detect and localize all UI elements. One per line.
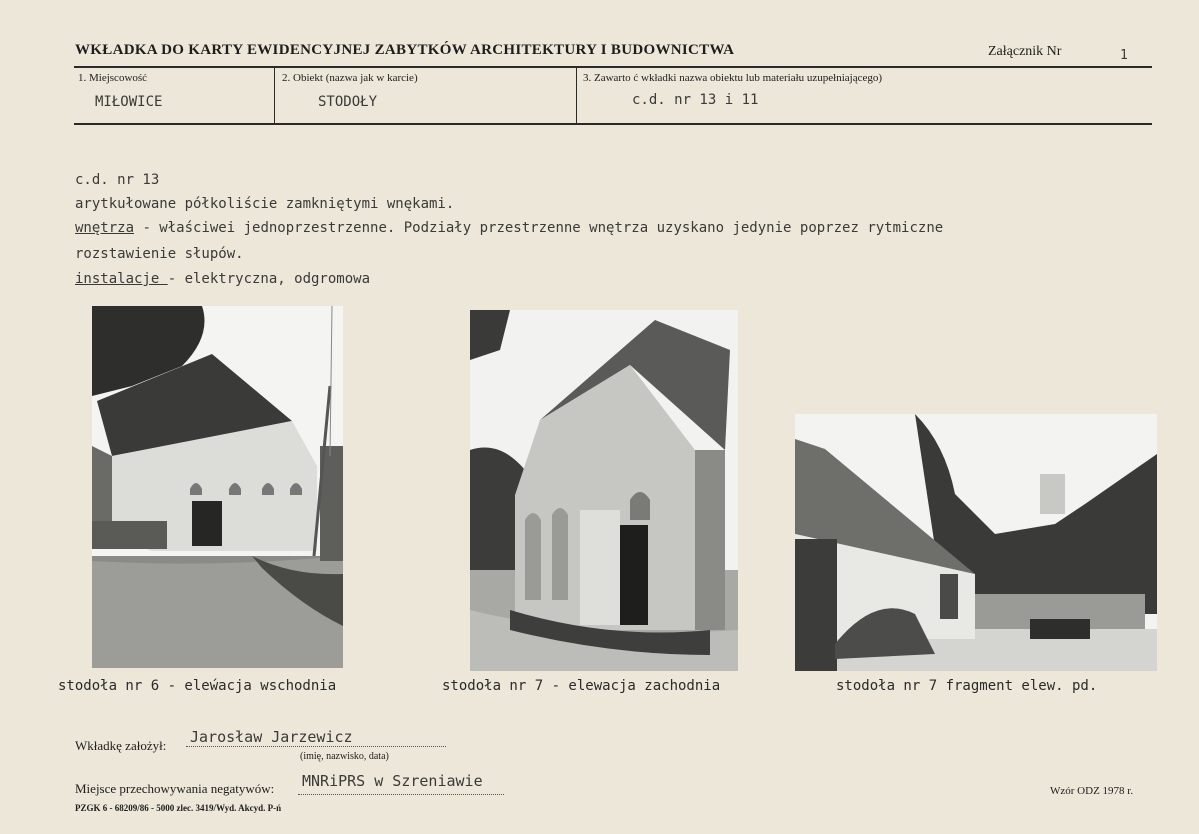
photo-barn-7-south-fragment <box>795 414 1157 671</box>
field-object-value: STODOŁY <box>318 94 378 110</box>
author-line <box>186 746 446 747</box>
term-installations: instalacje <box>75 271 168 287</box>
photo-barn-7-west <box>470 310 738 671</box>
caption-photo-2: stodoła nr 7 - elewacja zachodnia <box>442 678 721 694</box>
photo-barn-6-east <box>92 306 343 668</box>
author-value: Jarosław Jarzewicz <box>190 728 353 746</box>
storage-line <box>298 794 504 795</box>
attachment-label: Załącznik Nr <box>988 44 1062 59</box>
field-content-label: 3. Zawarto ć wkładki nazwa obiektu lub materiału uzupełniającego) <box>583 72 883 84</box>
print-info: PZGK 6 - 68209/86 - 5000 zlec. 3419/Wyd. Akcyd. P-ń <box>75 803 282 813</box>
form-title: WKŁADKA DO KARTY EWIDENCYJNEJ ZABYTKÓW ARCHITEKTURY I BUDOWNICTWA <box>75 42 735 58</box>
body-line-3 <box>75 220 943 236</box>
body-line-1: c.d. nr 13 <box>75 172 160 188</box>
author-label: Wkładkę założył: <box>75 738 167 753</box>
caption-photo-3: stodoła nr 7 fragment elew. pd. <box>836 678 1098 694</box>
body-line-5-text: - elektryczna, odgromowa <box>167 271 371 287</box>
header-bottom-rule <box>74 123 1152 125</box>
field-location-label: 1. Miejscowość <box>78 72 148 84</box>
body-line-3-text: - właściwei jednoprzestrzenne. Podziały przestrzenne wnętrza uzyskano jedynie poprzez rytmiczne <box>134 220 944 236</box>
caption-photo-1: stodoła nr 6 - eleẃacja wschodnia <box>58 678 337 694</box>
storage-value: MNRiPRS w Szreniawie <box>302 772 483 790</box>
form-info: Wzór ODZ 1978 r. <box>1050 785 1134 797</box>
field-location-value: MIŁOWICE <box>95 94 163 110</box>
attachment-number: 1 <box>1120 48 1128 63</box>
storage-label: Miejsce przechowywania negatywów: <box>75 781 275 796</box>
author-hint: (imię, nazwisko, data) <box>300 751 389 762</box>
field-divider-2 <box>576 67 577 124</box>
field-divider-1 <box>274 67 275 124</box>
body-line-2: arytkułowane półkoliście zamkniętymi wnękami. <box>75 196 455 212</box>
header-top-rule <box>74 66 1152 68</box>
field-content-value: c.d. nr 13 i 11 <box>632 92 759 108</box>
body-line-4: rozstawienie słupów. <box>75 246 244 262</box>
field-object-label: 2. Obiekt (nazwa jak w karcie) <box>282 72 418 84</box>
term-interiors: wnętrza <box>75 220 135 236</box>
body-line-5 <box>75 271 370 287</box>
